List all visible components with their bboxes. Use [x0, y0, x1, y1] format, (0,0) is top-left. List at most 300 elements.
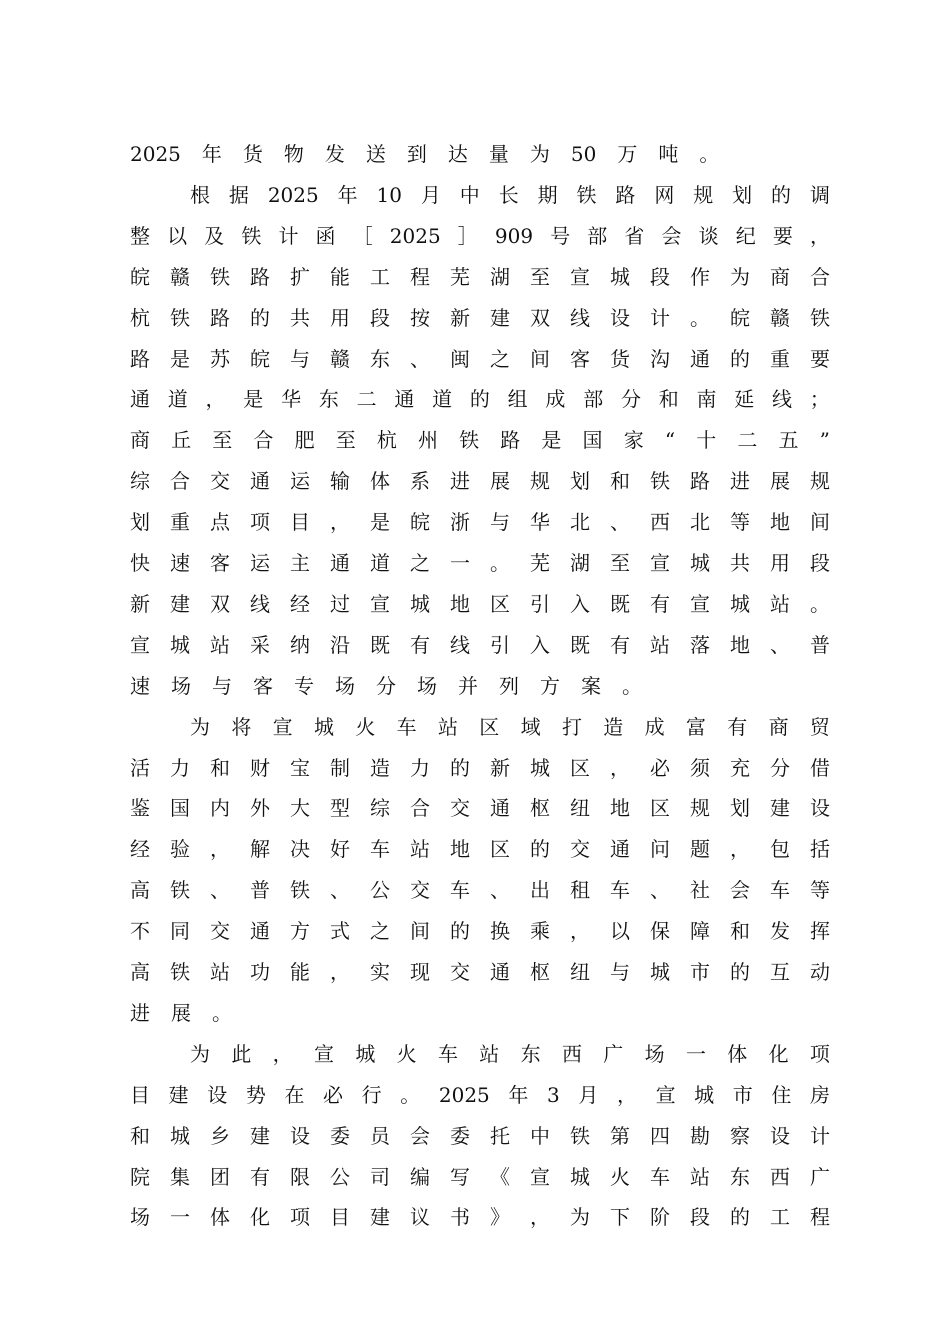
text-token: 。: [490, 551, 510, 575]
text-token: 北: [570, 510, 590, 535]
text-token: 入: [570, 591, 590, 616]
text-token: 阶: [650, 1205, 670, 1230]
text-token: 化: [250, 1205, 270, 1230]
text-token: 。: [699, 142, 720, 166]
text-token: 制: [330, 755, 350, 780]
text-line: [130, 1157, 830, 1198]
text-token: 是: [370, 510, 390, 535]
text-token: 站: [210, 960, 230, 984]
text-token: 、: [410, 346, 430, 371]
text-token: 场: [171, 673, 191, 698]
text-token: 普: [250, 878, 270, 903]
text-token: 既: [610, 591, 630, 616]
text-token: 将: [231, 714, 252, 739]
text-token: 之: [410, 551, 430, 575]
text-token: 乡: [210, 1123, 230, 1148]
text-token: ”: [819, 428, 830, 453]
text-token: 城: [170, 632, 190, 657]
text-token: 路: [130, 346, 150, 371]
text-line: [130, 788, 830, 829]
text-token: ，: [809, 223, 830, 248]
text-line: [130, 543, 830, 584]
text-token: 和: [210, 755, 230, 780]
text-token: 3: [547, 1082, 560, 1107]
text-line: [130, 870, 830, 911]
text-token: 能: [290, 960, 310, 984]
text-token: 高: [130, 960, 150, 984]
text-token: 第: [610, 1123, 630, 1148]
text-token: 进: [130, 1000, 150, 1025]
text-token: 地: [450, 591, 470, 616]
text-token: 吨: [658, 142, 679, 166]
text-token: 的: [450, 919, 470, 944]
text-token: 方: [290, 919, 310, 944]
text-token: 问: [650, 837, 670, 862]
text-token: 华: [281, 387, 302, 412]
text-token: 国: [170, 796, 190, 821]
text-token: 快: [130, 551, 150, 575]
text-token: 延: [734, 387, 755, 412]
text-token: ，: [610, 755, 630, 780]
text-token: 租: [570, 878, 590, 903]
text-token: ］: [457, 223, 478, 248]
text-token: 的: [730, 1205, 750, 1230]
text-token: 皖: [730, 305, 750, 330]
text-token: 至: [530, 264, 550, 289]
text-line: [130, 461, 830, 502]
text-token: 通: [394, 387, 415, 412]
text-token: 段: [650, 264, 670, 289]
text-token: 团: [210, 1164, 230, 1189]
text-token: 交: [450, 796, 470, 821]
text-token: 房: [810, 1082, 830, 1107]
text-token: 互: [770, 960, 790, 984]
text-token: 编: [410, 1164, 430, 1189]
text-token: 验: [170, 837, 190, 862]
text-token: 双: [210, 591, 230, 616]
text-token: 铁: [650, 469, 670, 494]
text-token: 设: [610, 305, 630, 330]
text-token: 宣: [655, 1082, 676, 1107]
text-token: 须: [690, 755, 710, 780]
text-token: 通: [130, 387, 150, 412]
text-token: 州: [417, 428, 438, 453]
text-token: 一: [450, 551, 470, 575]
text-token: 用: [770, 551, 790, 575]
text-token: 城: [170, 1123, 190, 1148]
text-token: 设: [290, 1123, 310, 1148]
text-token: 等: [730, 510, 750, 535]
text-token: 月: [420, 182, 441, 207]
text-token: 既: [370, 632, 390, 657]
text-line: [190, 707, 830, 748]
text-token: 是: [170, 346, 190, 371]
text-token: 建: [170, 591, 190, 616]
text-token: 2025: [389, 223, 441, 248]
text-token: 和: [658, 387, 679, 412]
text-token: 有: [650, 591, 670, 616]
text-token: 造: [370, 755, 390, 780]
text-token: 城: [355, 1041, 376, 1066]
text-token: 西: [561, 1041, 582, 1066]
text-token: 进: [730, 469, 750, 494]
text-token: 站: [479, 1041, 500, 1066]
text-token: 沟: [650, 346, 670, 371]
text-token: 公: [330, 1164, 350, 1189]
text-token: 划: [732, 182, 753, 207]
text-token: 鉴: [130, 796, 150, 821]
text-token: 的: [771, 182, 792, 207]
text-token: 商: [768, 714, 789, 739]
text-token: 进: [450, 469, 470, 494]
text-token: 城: [730, 591, 750, 616]
text-token: 合: [810, 264, 830, 289]
text-token: 铁: [570, 1123, 590, 1148]
text-token: 主: [290, 551, 310, 575]
text-token: 客: [210, 551, 230, 575]
text-token: 之: [370, 919, 390, 944]
text-token: 活: [130, 755, 150, 780]
text-token: 间: [810, 510, 830, 535]
text-token: 速: [130, 673, 150, 698]
text-token: 书: [450, 1205, 470, 1230]
text-token: 有: [410, 632, 430, 657]
text-token: 城: [313, 714, 334, 739]
text-token: 赣: [170, 264, 190, 289]
text-token: 新: [130, 591, 150, 616]
text-token: 场: [130, 1205, 150, 1230]
text-token: 交: [210, 919, 230, 944]
text-token: 城: [690, 551, 710, 575]
text-token: 纪: [735, 223, 756, 248]
text-token: 货: [610, 346, 630, 371]
text-token: 与: [290, 346, 310, 371]
text-token: 铁: [170, 878, 190, 903]
text-token: 火: [355, 714, 376, 739]
text-token: 地: [450, 837, 470, 862]
text-token: 要: [810, 346, 830, 371]
text-token: 集: [170, 1164, 190, 1189]
text-token: 专: [294, 673, 314, 698]
text-line: [130, 1197, 830, 1238]
text-token: 成: [644, 714, 665, 739]
text-token: 不: [130, 919, 150, 944]
text-token: 委: [330, 1123, 350, 1148]
text-token: 宣: [570, 264, 590, 289]
text-token: 计: [810, 1123, 830, 1148]
text-token: 宣: [530, 1164, 550, 1189]
text-token: 站: [410, 837, 430, 862]
text-token: 华: [530, 510, 550, 535]
text-token: 内: [210, 796, 230, 821]
text-token: 站: [770, 591, 790, 616]
text-token: 通: [610, 837, 630, 862]
text-token: 站: [210, 632, 230, 657]
text-token: 场: [644, 1041, 665, 1066]
text-token: 建: [250, 1123, 270, 1148]
text-token: 赣: [770, 305, 790, 330]
text-token: 苏: [210, 346, 230, 371]
text-token: 规: [693, 182, 714, 207]
text-token: 广: [603, 1041, 624, 1066]
text-token: 引: [490, 632, 510, 657]
text-token: 芜: [450, 264, 470, 289]
text-token: 引: [530, 591, 550, 616]
text-token: 湖: [570, 551, 590, 575]
text-token: 国: [582, 428, 603, 453]
text-token: 东: [730, 1164, 750, 1189]
text-line: [130, 625, 830, 666]
text-token: 号: [550, 223, 571, 248]
text-token: 到: [406, 142, 427, 166]
text-token: 年: [508, 1082, 529, 1107]
text-token: 路: [210, 305, 230, 330]
text-token: 司: [370, 1164, 390, 1189]
text-token: 纽: [570, 796, 590, 821]
text-token: 的: [450, 755, 470, 780]
text-token: 枢: [530, 796, 550, 821]
text-line: [130, 829, 830, 870]
text-token: 运: [250, 551, 270, 575]
text-token: 会: [661, 223, 682, 248]
text-line: [130, 666, 830, 707]
text-token: 线: [250, 591, 270, 616]
text-token: 场: [417, 673, 437, 698]
text-token: 分: [376, 673, 396, 698]
text-token: ，: [730, 837, 750, 862]
text-token: 综: [130, 469, 150, 494]
text-token: 谈: [698, 223, 719, 248]
text-token: 中: [530, 1123, 550, 1148]
text-line: [130, 134, 830, 175]
text-token: ；: [809, 387, 830, 412]
text-token: 枢: [530, 960, 550, 984]
text-token: “: [664, 428, 676, 453]
text-token: 东: [370, 346, 390, 371]
text-token: 段: [810, 551, 830, 575]
text-token: 以: [610, 919, 630, 944]
text-token: 10: [376, 182, 402, 207]
text-token: 皖: [410, 510, 430, 535]
text-token: 地: [770, 510, 790, 535]
text-token: 速: [170, 551, 190, 575]
text-token: 肥: [294, 428, 315, 453]
text-token: 铁: [290, 878, 310, 903]
text-token: 区: [490, 837, 510, 862]
text-token: ，: [210, 837, 230, 862]
text-token: 方: [540, 673, 560, 698]
text-token: 会: [730, 878, 750, 903]
text-token: 题: [690, 837, 710, 862]
text-token: 宝: [290, 755, 310, 780]
text-token: 的: [530, 837, 550, 862]
text-line: [190, 175, 830, 216]
text-token: 皖: [250, 346, 270, 371]
text-token: 入: [530, 632, 550, 657]
text-token: 至: [610, 551, 630, 575]
text-token: 城: [694, 1082, 715, 1107]
text-token: 展: [770, 469, 790, 494]
text-token: 十: [696, 428, 717, 453]
text-token: 宣: [272, 714, 293, 739]
text-token: 发: [770, 919, 790, 944]
text-line: [190, 1034, 830, 1075]
text-token: 通: [250, 919, 270, 944]
text-token: 路: [615, 182, 636, 207]
text-token: 、: [210, 878, 230, 903]
text-token: 程: [810, 1205, 830, 1230]
text-token: 城: [610, 264, 630, 289]
text-token: 同: [170, 919, 190, 944]
text-token: 车: [450, 878, 470, 903]
text-token: 员: [370, 1123, 390, 1148]
text-token: 必: [650, 755, 670, 780]
text-token: 。: [400, 1082, 421, 1107]
text-line: [130, 420, 830, 461]
text-token: 重: [770, 346, 790, 371]
text-token: 行: [361, 1082, 382, 1107]
text-token: 2025: [130, 142, 181, 166]
text-token: 域: [520, 714, 541, 739]
text-token: 、: [330, 878, 350, 903]
text-token: 杭: [376, 428, 397, 453]
text-token: 部: [583, 387, 604, 412]
text-token: 工: [770, 1205, 790, 1230]
text-token: 与: [490, 510, 510, 535]
text-token: 货: [242, 142, 263, 166]
text-token: 年: [201, 142, 222, 166]
text-token: 浙: [450, 510, 470, 535]
text-token: 外: [250, 796, 270, 821]
text-token: 期: [537, 182, 558, 207]
text-token: 区: [650, 796, 670, 821]
text-token: 西: [650, 510, 670, 535]
text-token: 化: [768, 1041, 789, 1066]
text-token: ，: [530, 1205, 550, 1230]
text-token: 决: [290, 837, 310, 862]
text-token: 西: [770, 1164, 790, 1189]
text-token: 列: [499, 673, 519, 698]
text-token: 计: [278, 223, 299, 248]
text-token: 物: [283, 142, 304, 166]
text-token: 等: [810, 878, 830, 903]
text-token: 型: [330, 796, 350, 821]
text-token: 丘: [171, 428, 192, 453]
text-token: 市: [732, 1082, 753, 1107]
text-token: 既: [570, 632, 590, 657]
text-token: 大: [290, 796, 310, 821]
text-token: ，: [272, 1041, 293, 1066]
text-token: 住: [771, 1082, 792, 1107]
text-token: 铁: [576, 182, 597, 207]
text-line: [130, 952, 830, 993]
text-token: 纳: [290, 632, 310, 657]
text-token: 及: [204, 223, 225, 248]
text-token: 调: [809, 182, 830, 207]
text-token: 共: [730, 551, 750, 575]
text-token: 《: [490, 1164, 510, 1189]
text-token: 划: [570, 469, 590, 494]
text-token: 议: [410, 1205, 430, 1230]
text-token: 火: [396, 1041, 417, 1066]
text-token: 的: [469, 387, 490, 412]
text-token: 区: [490, 591, 510, 616]
text-token: 必: [323, 1082, 344, 1107]
text-line: [130, 379, 830, 420]
text-token: 建: [490, 305, 510, 330]
text-line: [130, 1075, 830, 1116]
text-token: 要: [772, 223, 793, 248]
text-token: ，: [330, 960, 350, 984]
text-token: 与: [610, 960, 630, 984]
text-token: 高: [130, 878, 150, 903]
text-token: 为: [730, 264, 750, 289]
text-token: 铁: [210, 264, 230, 289]
text-token: 宣: [370, 591, 390, 616]
text-token: 为: [190, 1041, 210, 1066]
text-token: 建: [770, 796, 790, 821]
text-token: 造: [603, 714, 624, 739]
text-token: 新: [450, 305, 470, 330]
text-token: 段: [690, 1205, 710, 1230]
text-token: 限: [290, 1164, 310, 1189]
text-token: 线: [450, 632, 470, 657]
text-line: [130, 257, 830, 298]
text-token: 、: [770, 632, 790, 657]
text-token: 的: [730, 960, 750, 984]
text-token: 项: [809, 1041, 830, 1066]
text-token: 力: [410, 755, 430, 780]
text-token: 挥: [810, 919, 830, 944]
text-token: 。: [810, 591, 830, 616]
text-token: 双: [530, 305, 550, 330]
text-token: 家: [623, 428, 644, 453]
text-token: 有: [250, 1164, 270, 1189]
text-token: 2025: [267, 182, 319, 207]
text-token: 送: [365, 142, 386, 166]
text-token: 包: [770, 837, 790, 862]
text-token: 。: [622, 673, 642, 698]
text-token: 道: [432, 387, 453, 412]
text-token: 实: [370, 960, 390, 984]
text-token: 商: [770, 264, 790, 289]
text-token: 用: [330, 305, 350, 330]
text-token: 展: [490, 469, 510, 494]
text-token: 系: [410, 469, 430, 494]
text-token: 出: [530, 878, 550, 903]
text-token: 通: [490, 796, 510, 821]
text-token: 宣: [313, 1041, 334, 1066]
text-token: 铁: [241, 223, 262, 248]
text-token: 杭: [130, 305, 150, 330]
text-token: 以: [167, 223, 188, 248]
text-token: 。: [690, 305, 710, 330]
text-token: 场: [335, 673, 355, 698]
text-token: 设: [207, 1082, 228, 1107]
text-token: 南: [696, 387, 717, 412]
text-token: 。: [212, 1000, 232, 1025]
text-token: 过: [330, 591, 350, 616]
text-token: 的: [250, 305, 270, 330]
text-token: 工: [370, 264, 390, 289]
text-token: 下: [610, 1205, 630, 1230]
text-token: 设: [810, 796, 830, 821]
text-token: 年: [337, 182, 358, 207]
text-token: 、: [610, 510, 630, 535]
text-token: 案: [581, 673, 601, 698]
text-token: 输: [330, 469, 350, 494]
text-token: 普: [810, 632, 830, 657]
